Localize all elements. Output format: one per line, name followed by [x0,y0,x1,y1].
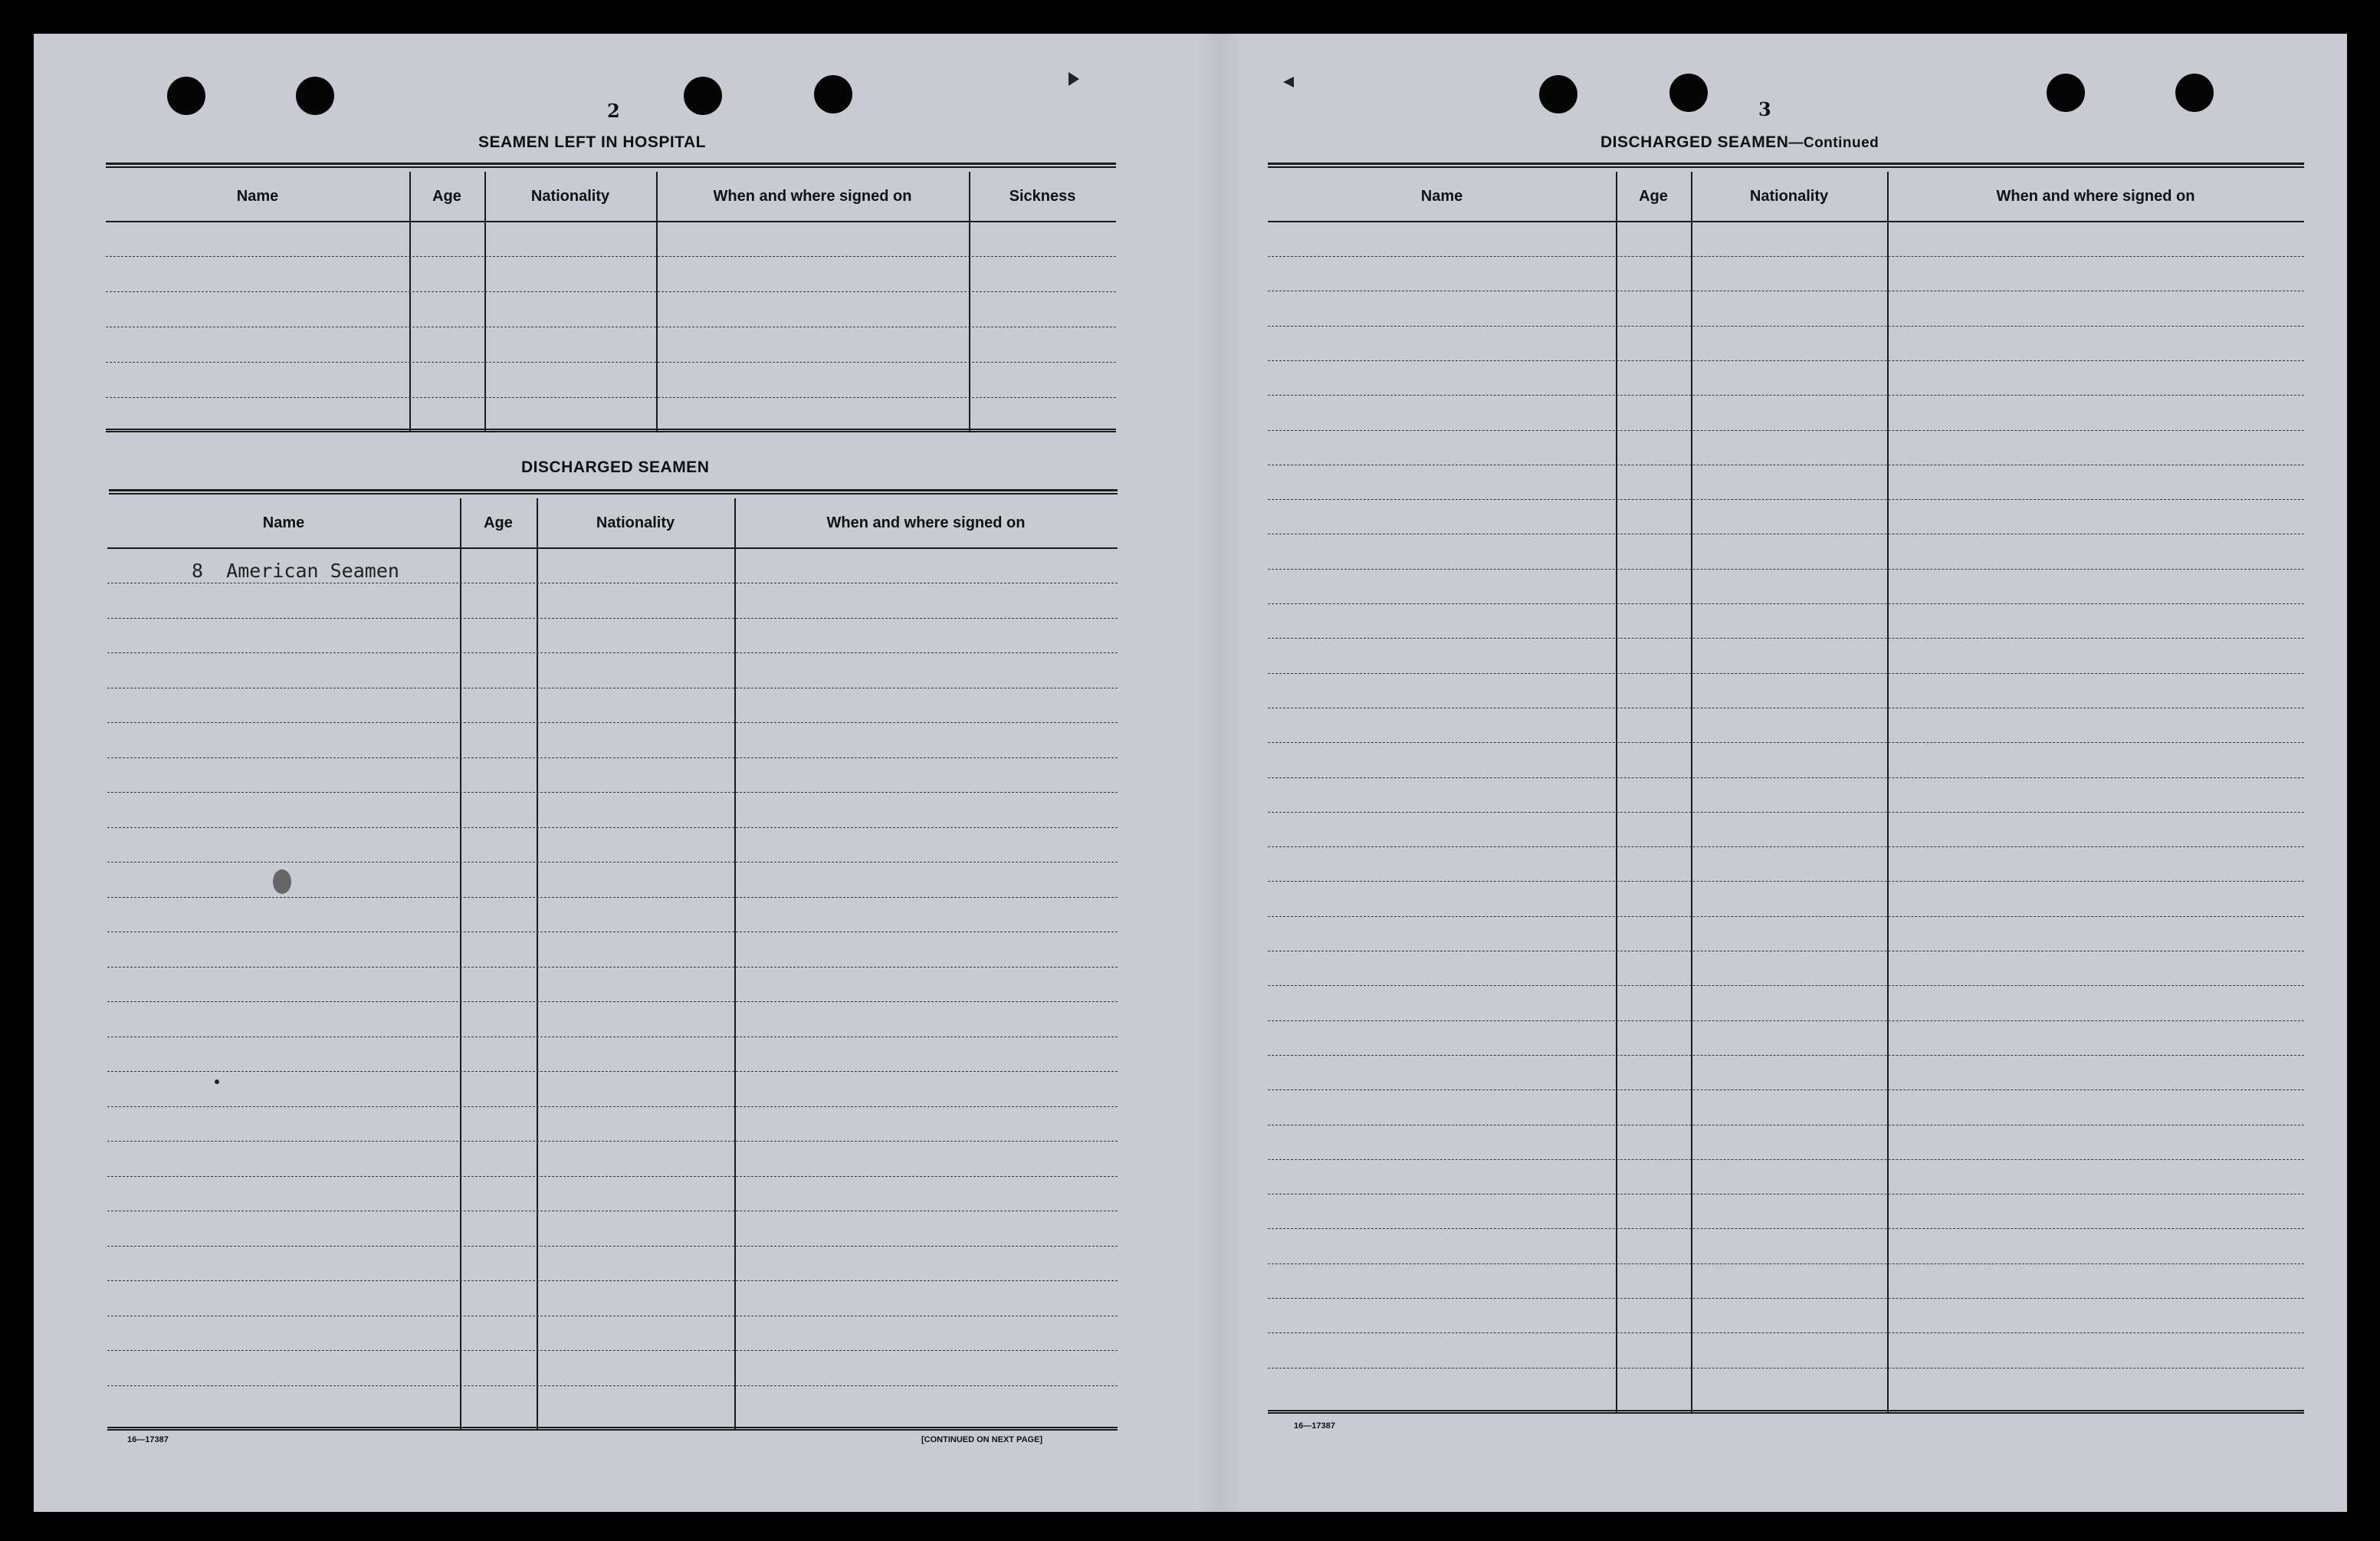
column-divider [537,498,538,1431]
column-divider [969,172,970,432]
discharged-top-rule [109,489,1118,495]
form-row-line [1268,1228,2304,1229]
title-main: DISCHARGED SEAMEN [1600,133,1789,151]
col-header-name: Name [236,187,279,205]
hospital-table [106,172,1116,432]
form-row-line [1268,638,2304,639]
col-header-signed-on: When and where signed on [713,187,912,205]
discharged-continued-title [1600,133,1879,152]
form-row-line [107,652,1118,653]
form-row-line [1268,430,2304,431]
column-divider [409,172,411,432]
punch-hole [814,75,852,113]
table-bottom-rule [1268,1410,2304,1414]
form-row-line [106,291,1116,292]
col-header-signed-on: When and where signed on [826,514,1026,531]
form-row-line [107,722,1118,723]
column-divider [1887,172,1889,1414]
form-row-line [107,862,1118,863]
form-row-line [107,967,1118,968]
form-row-line [107,618,1118,619]
form-row-line [107,1385,1118,1386]
ink-speck [1069,72,1079,86]
form-row-line [1268,1332,2304,1333]
form-row-line [1268,742,2304,743]
col-header-nationality: Nationality [1749,187,1829,205]
form-row-line [1268,256,2304,257]
col-header-nationality: Nationality [530,187,610,205]
column-divider [1691,172,1692,1414]
discharged-table [107,498,1118,1431]
form-row-line [1268,1089,2304,1090]
hospital-top-rule [106,163,1116,168]
ink-speck [1283,77,1294,87]
form-row-line [1268,499,2304,500]
form-row-line [107,1350,1118,1351]
form-row-line [106,397,1116,398]
form-row-line [107,1280,1118,1281]
page-fold [1197,34,1243,1512]
punch-hole [2175,74,2214,112]
form-row-line [1268,326,2304,327]
form-row-line [107,897,1118,898]
table-bottom-rule [106,429,1116,432]
form-row-line [1268,603,2304,604]
form-row-line [107,1106,1118,1107]
form-row-line [107,757,1118,758]
col-header-age: Age [1639,187,1668,205]
form-row-line [1268,881,2304,882]
punch-hole [1539,75,1577,113]
hospital-section-title: SEAMEN LEFT IN HOSPITAL [478,133,706,151]
punch-hole [167,77,205,115]
form-row-line [1268,985,2304,986]
column-divider [460,498,461,1431]
form-row-line [107,1071,1118,1072]
form-row-line [106,256,1116,257]
form-row-line [106,362,1116,363]
header-divider [106,221,1116,222]
form-row-line [107,827,1118,828]
col-header-sickness: Sickness [1009,187,1076,205]
discharged-continued-table [1268,172,2304,1414]
form-row-line [1268,360,2304,361]
column-divider [734,498,736,1431]
header-divider [107,547,1118,549]
col-header-signed-on: When and where signed on [1996,187,2195,205]
column-divider [1616,172,1617,1414]
col-header-age: Age [484,514,513,531]
discharged-entry: 8 American Seamen [192,560,399,582]
table-bottom-rule [107,1427,1118,1431]
form-row-line [107,1176,1118,1177]
form-number-left: 16—17387 [127,1435,169,1444]
form-row-line [1268,1263,2304,1264]
form-row-line [1268,569,2304,570]
discharged-section-title: DISCHARGED SEAMEN [521,458,710,476]
form-row-line [1268,1159,2304,1160]
col-header-name: Name [262,514,305,531]
punch-hole [1669,74,1708,112]
title-suffix: —Continued [1788,135,1879,151]
form-row-line [107,792,1118,793]
column-divider [656,172,658,432]
column-divider [484,172,486,432]
page-number-left: 2 [607,100,620,122]
form-row-line [1268,846,2304,847]
form-number-right: 16—17387 [1294,1421,1335,1431]
form-row-line [107,1141,1118,1142]
punch-hole [2047,74,2085,112]
form-row-line [1268,1020,2304,1021]
form-row-line [1268,1055,2304,1056]
col-header-name: Name [1420,187,1463,205]
form-row-line [1268,673,2304,674]
form-row-line [1268,1298,2304,1299]
punch-hole [684,77,722,115]
col-header-nationality: Nationality [596,514,675,531]
form-row-line [107,1246,1118,1247]
continued-note: [CONTINUED ON NEXT PAGE] [921,1435,1043,1444]
continued-top-rule [1268,163,2304,168]
document-sheet [34,34,2347,1512]
form-row-line [1268,812,2304,813]
form-row-line [107,1001,1118,1002]
page-number-right: 3 [1758,98,1771,120]
form-row-line [1268,777,2304,778]
form-row-line [1268,916,2304,917]
form-row-line [1268,395,2304,396]
col-header-age: Age [432,187,461,205]
punch-hole [296,77,334,115]
header-divider [1268,221,2304,222]
